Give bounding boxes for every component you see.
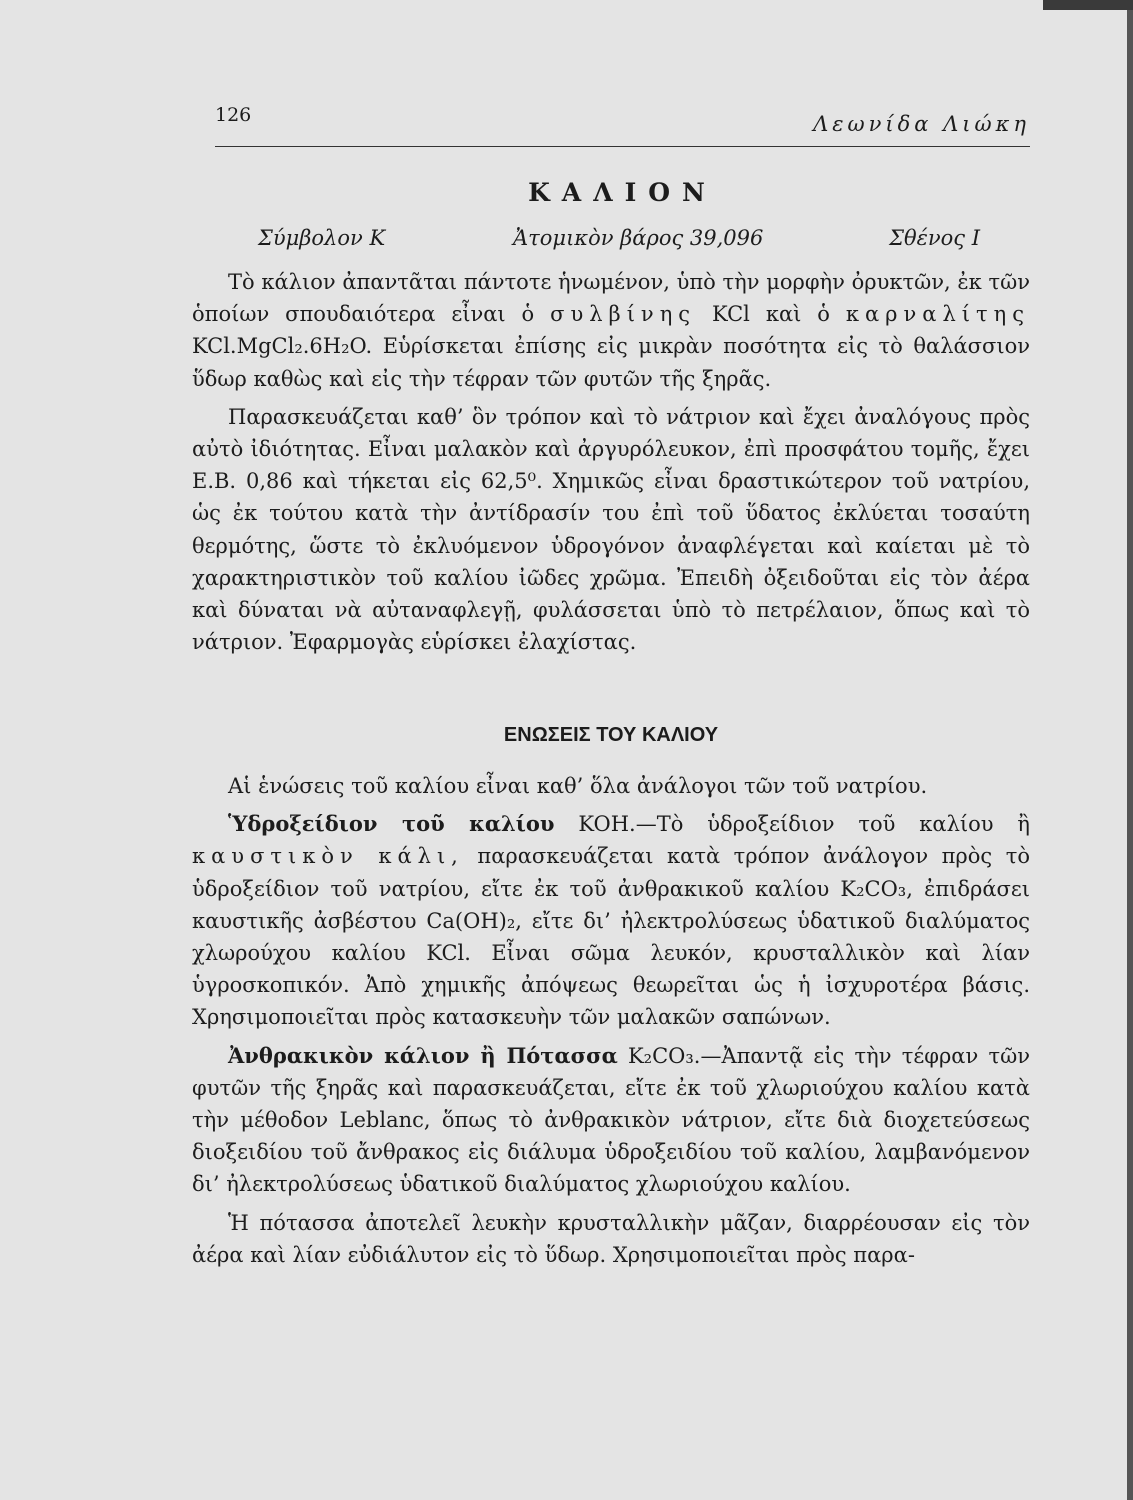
hydroxide-heading: Ὑδροξείδιον τοῦ καλίου (228, 811, 555, 837)
element-symbol: Σύμβολον K (258, 226, 386, 250)
scan-edge (1127, 0, 1133, 1500)
mineral-sylvine: συλβίνης (550, 302, 697, 327)
section-heading: ΕΝΩΣΕΙΣ ΤΟΥ ΚΑΛΙΟΥ (503, 724, 719, 746)
page-number: 126 (215, 104, 252, 126)
paragraph-properties: Παρασκευάζεται καθ’ ὃν τρόπον καὶ τὸ νάτριον καὶ ἔχει ἀναλόγους πρὸς αὐτὸ ἰδιότητας. Εἶναι μαλακὸν καὶ ἀργυρόλευκον, ἐπὶ προσφάτου τομῆς, ἔχει Ε.Β. 0,86 καὶ τήκεται εἰς 62,5⁰. Χημικῶς εἶναι δραστικώτερον τοῦ νατρίου, ὡς ἐκ τούτου κατὰ τὴν ἀντίδρασίν του ἐπὶ τοῦ ὕδατος ἐκλύεται τοσαύτη θερμότης, ὥστε τὸ ἐκλυόμενον ὑδρογόνον ἀναφλέγεται καὶ καίεται μὲ τὸ χαρακτηριστικὸν τοῦ καλίου ἰῶδες χρῶμα. Ἐπειδὴ ὀξειδοῦται εἰς τὸν ἀέρα καὶ δύναται νὰ αὐταναφλεγῇ, φυλάσσεται ὑπὸ τὸ πετρέλαιον, ὅπως καὶ τὸ νάτριον. Ἐφαρμογὰς εὑρίσκει ἐλαχίστας. (192, 404, 1030, 655)
compounds-text (192, 770, 1030, 1271)
scan-corner (1043, 0, 1133, 10)
paragraph-compounds-intro: Αἱ ἑνώσεις τοῦ καλίου εἶναι καθ’ ὅλα ἀνάλογοι τῶν τοῦ νατρίου. (228, 774, 928, 798)
paragraph-carbonate: Ἀνθρακικὸν κάλιον ἢ Πότασσα K₂CO₃.—Ἀπαντᾷ εἰς τὴν τέφραν τῶν φυτῶν τῆς ξηρᾶς καὶ παρασκευάζεται, εἴτε ἐκ τοῦ χλωριούχου καλίου κατὰ τὴν μέθοδον Leblanc, ὅπως τὸ ἀνθρακικὸν νάτριον, εἴτε διὰ διοχετεύσεως διοξειδίου τοῦ ἄνθρακος εἰς διάλυμα ὑδροξειδίου τοῦ καλίου, λαμβανόμενον δι’ ἠλεκτρολύσεως ὑδατικοῦ διαλύματος χλωριούχου καλίου. (192, 1042, 1030, 1197)
mineral-carnallite: καρναλίτης (845, 302, 1030, 327)
chapter-title: ΚΑΛΙΟΝ (528, 178, 717, 207)
atomic-weight: Ἀτομικὸν βάρος 39,096 (513, 226, 764, 250)
element-properties (258, 226, 980, 256)
running-head: Λεωνίδα Λιώκη (813, 112, 1030, 136)
paragraph-potash: Ἡ πότασσα ἀποτελεῖ λευκὴν κρυσταλλικὴν μᾶζαν, διαρρέουσαν εἰς τὸν ἀέρα καὶ λίαν εὐδιάλυτον εἰς τὸ ὕδωρ. Χρησιμοποιεῖται πρὸς παρα- (192, 1210, 1030, 1267)
carbonate-heading: Ἀνθρακικὸν κάλιον ἢ Πότασσα (228, 1042, 618, 1068)
valence: Σθένος I (889, 226, 980, 250)
intro-text (192, 266, 1030, 658)
paragraph-occurrence: Τὸ κάλιον ἀπαντᾶται πάντοτε ἡνωμένον, ὑπὸ τὴν μορφὴν ὀρυκτῶν, ἐκ τῶν ὁποίων σπουδαιότερα εἶναι ὁ συλβίνης KCl καὶ ὁ καρναλίτης KCl.MgCl₂.6H₂O. Εὑρίσκεται ἐπίσης εἰς μικρὰν ποσότητα εἰς τὸ θαλάσσιον ὕδωρ καθὼς καὶ εἰς τὴν τέφραν τῶν φυτῶν τῆς ξηρᾶς. (192, 270, 1030, 391)
caustic-potash: καυστικὸν κάλι, (192, 844, 464, 869)
paragraph-hydroxide: Ὑδροξείδιον τοῦ καλίου KOH.—Τὸ ὑδροξείδιον τοῦ καλίου ἢ καυστικὸν κάλι, παρασκευάζεται κατὰ τρόπον ἀνάλογον πρὸς τὸ ὑδροξείδιον τοῦ νατρίου, εἴτε ἐκ τοῦ ἀνθρακικοῦ καλίου K₂CO₃, ἐπιδράσει καυστικῆς ἀσβέστου Ca(OH)₂, εἴτε δι’ ἠλεκτρολύσεως ὑδατικοῦ διαλύματος χλωρούχου καλίου KCl. Εἶναι σῶμα λευκόν, κρυσταλλικὸν καὶ λίαν ὑγροσκοπικόν. Ἀπὸ χημικῆς ἀπόψεως θεωρεῖται ὡς ἡ ἰσχυροτέρα βάσις. Χρησιμοποιεῖται πρὸς κατασκευὴν τῶν μαλακῶν σαπώνων. (192, 811, 1030, 1030)
page-header (215, 100, 1030, 147)
